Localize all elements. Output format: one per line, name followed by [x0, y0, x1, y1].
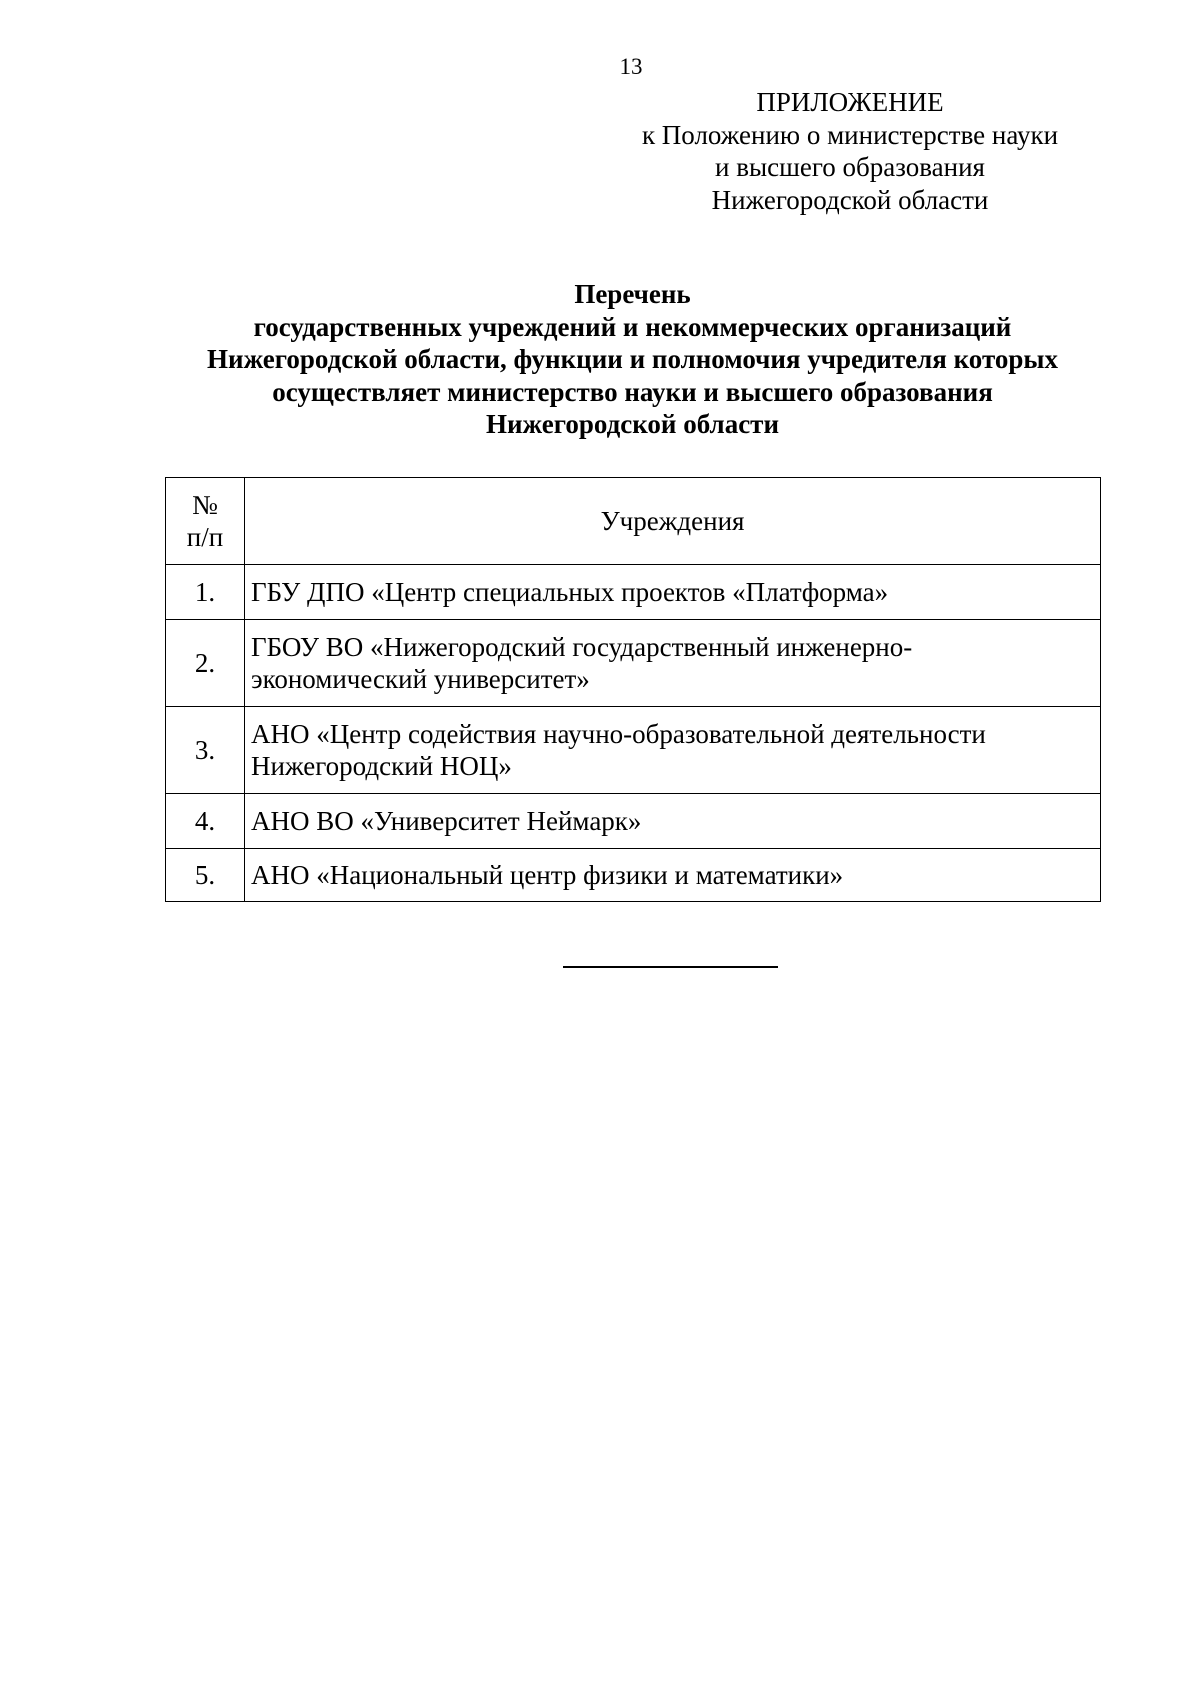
table-row [166, 565, 1101, 620]
institution-name [245, 620, 1101, 707]
institutions-table [165, 477, 1101, 902]
institution-name-line: Нижегородский НОЦ» [251, 751, 512, 781]
table-row [166, 849, 1101, 902]
column-header-number [166, 478, 245, 565]
institution-name [245, 794, 1101, 849]
institution-name-line: ГБОУ ВО «Нижегородский государственный инженерно- [251, 631, 913, 662]
institution-name-line: АНО «Центр содействия научно-образовательной деятельности [251, 718, 986, 749]
table-row [166, 794, 1101, 849]
institution-name-line: ГБУ ДПО «Центр специальных проектов «Платформа» [251, 576, 889, 607]
row-number: 5. [166, 849, 245, 902]
annex-line: ПРИЛОЖЕНИЕ [756, 87, 944, 117]
annex-header [600, 86, 1100, 216]
annex-line: и высшего образования [715, 152, 985, 182]
title-line: Перечень [574, 279, 691, 309]
institution-name [245, 707, 1101, 794]
table-row [166, 707, 1101, 794]
title-line: Нижегородской области [485, 409, 780, 439]
institution-name-line: АНО «Национальный центр физики и математики» [251, 859, 844, 890]
title-line: осуществляет министерство науки и высшего образования [272, 376, 993, 407]
institution-name-line: экономический университет» [251, 664, 590, 694]
row-number: 4. [166, 794, 245, 849]
closing-divider-line [563, 966, 778, 968]
table-row [166, 620, 1101, 707]
title-line: Нижегородской области, функции и полномочия учредителя которых [207, 344, 1058, 374]
institution-name [245, 849, 1101, 902]
document-title [160, 278, 1105, 441]
header-number-abbrev: п/п [186, 522, 224, 552]
row-number: 1. [166, 565, 245, 620]
institution-name-line: АНО ВО «Университет Неймарк» [251, 805, 642, 836]
annex-line: Нижегородской области [711, 184, 989, 215]
header-number-symbol: № [192, 490, 218, 520]
row-number: 3. [166, 707, 245, 794]
title-line: государственных учреждений и некоммерческих организаций [253, 311, 1012, 342]
column-header-institutions: Учреждения [245, 478, 1101, 565]
table-header-row [166, 478, 1101, 565]
page-number: 13 [619, 54, 643, 79]
row-number: 2. [166, 620, 245, 707]
annex-line: к Положению о министерстве науки [641, 119, 1059, 150]
institution-name [245, 565, 1101, 620]
